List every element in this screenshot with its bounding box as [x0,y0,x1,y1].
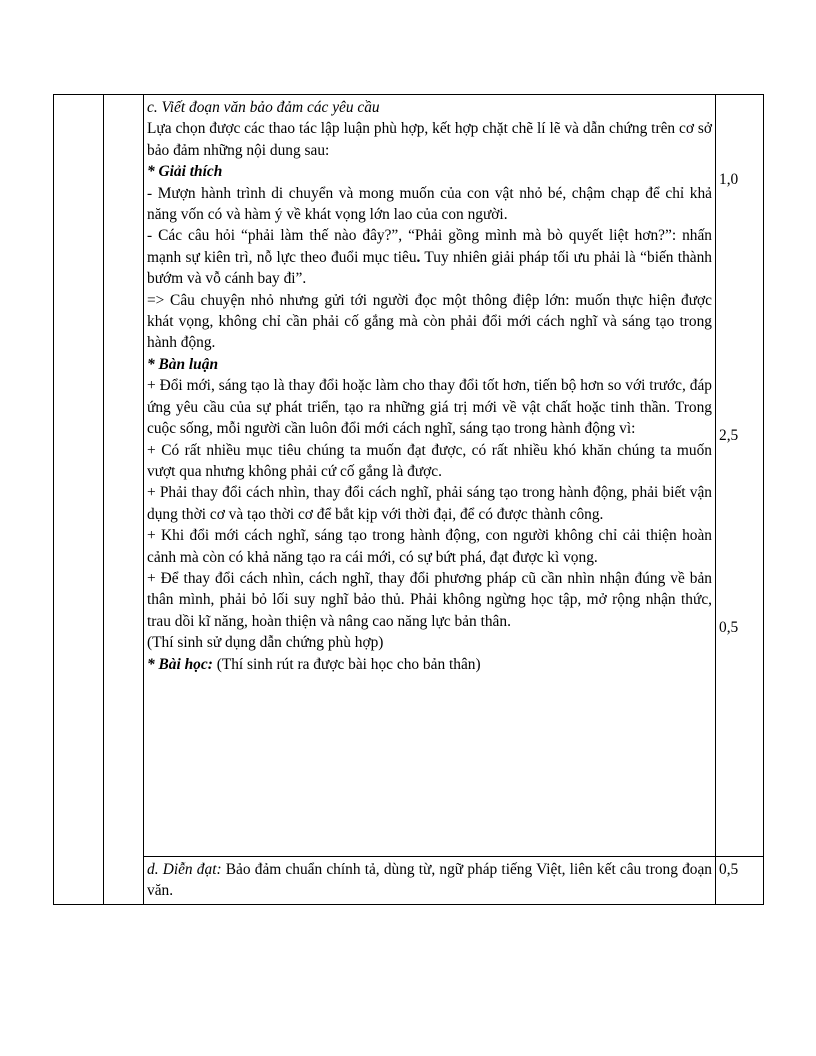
content-cell [144,857,716,905]
empty-cell-question [54,95,104,905]
ban-luan-title: * Bàn luận [147,355,219,373]
section-d-heading: d. Diễn đạt: [147,861,222,878]
ban-luan-note: (Thí sinh sử dụng dẫn chứng phù hợp) [147,634,384,652]
giai-thich-point-2-main: - Các câu hỏi “phải làm thế nào đây?”, “Phải gồng mình mà bò quyết liệt hơn?”: nhấn mạnh sự kiên trì, nỗ lực theo đuổi mục tiêu [147,227,712,266]
score-ban-luan: 2,5 [719,427,739,444]
ban-luan-point-3: + Phải thay đổi cách nhìn, thay đổi cách nghĩ, phải sáng tạo trong hành động, phải biết vận dụng thời cơ và tạo thời cơ để bắt kịp với thời đại, để có được thành công. [147,484,712,523]
content-cell [144,95,716,857]
giai-thich-point-2-tail: Tuy nhiên giải pháp tối ưu phải là “biến thành bướm và vỗ cánh bay đi”. [147,248,712,288]
ban-luan-point-4: + Khi đổi mới cách nghĩ, sáng tạo trong hành động, con người không chỉ cải thiện hoàn cảnh mà còn có khả năng tạo ra cái mới, có sự bứt phá, đạt được kì vọng. [147,527,712,566]
table-row [54,857,764,905]
score-cell [716,95,764,857]
bai-hoc-title: * Bài học: [147,655,213,673]
giai-thich-conclusion: => Câu chuyện nhỏ nhưng gửi tới người đọc một thông điệp lớn: muốn thực hiện được khát vọng, không chỉ cần phải cố gắng mà còn phải đổi mới cách nghĩ và sáng tạo trong hành động. [147,291,712,352]
table-row [54,95,764,857]
score-cell [716,857,764,905]
giai-thich-title: * Giải thích [147,163,223,181]
section-d-line [147,859,712,902]
ban-luan-point-2: + Có rất nhiều mục tiêu chúng ta muốn đạt được, có rất nhiều khó khăn chúng ta muốn vượt qua nhưng không phải cứ cố gắng là được. [147,441,712,480]
ban-luan-point-5: + Để thay đổi cách nhìn, cách nghĩ, thay đổi phương pháp cũ cần nhìn nhận đúng về bản thân mình, phải bỏ lối suy nghĩ bảo thủ. Phải không ngừng học tập, mở rộng nhận thức, trau dồi kĩ năng, hoàn thiện và nâng cao năng lực bản thân. [147,569,712,630]
giai-thich-point-1: - Mượn hành trình di chuyển và mong muốn của con vật nhỏ bé, chậm chạp để chỉ khả năng vốn có và hàm ý về khát vọng lớn lao của con người. [147,184,712,224]
bai-hoc-text: (Thí sinh rút ra được bài học cho bản thân) [212,655,481,673]
score-dien-dat: 0,5 [719,861,739,878]
score-giai-thich: 1,0 [719,171,739,188]
section-d-text: Bảo đảm chuẩn chính tả, dùng từ, ngữ pháp tiếng Việt, liên kết câu trong đoạn văn. [147,861,713,900]
section-c-intro: Lựa chọn được các thao tác lập luận phù hợp, kết hợp chặt chẽ lí lẽ và dẫn chứng trên cơ sở bảo đảm những nội dung sau: [147,120,712,159]
scoring-table [53,94,764,905]
bold-period: . [416,248,421,266]
bai-hoc-line [147,654,712,675]
empty-cell-part [104,95,144,905]
section-c-heading: c. Viết đoạn văn bảo đảm các yêu cầu [147,99,380,116]
giai-thich-point-2 [147,225,712,289]
score-bai-hoc: 0,5 [719,619,739,636]
ban-luan-point-1: + Đổi mới, sáng tạo là thay đổi hoặc làm cho thay đổi tốt hơn, tiến bộ hơn so với trước, đáp ứng yêu cầu của sự phát triển, tạo ra những giá trị mới về vật chất hoặc tinh thần. Trong cuộc sống, mỗi người cần luôn đổi mới cách nghĩ, sáng tạo trong hành động vì: [147,377,712,438]
